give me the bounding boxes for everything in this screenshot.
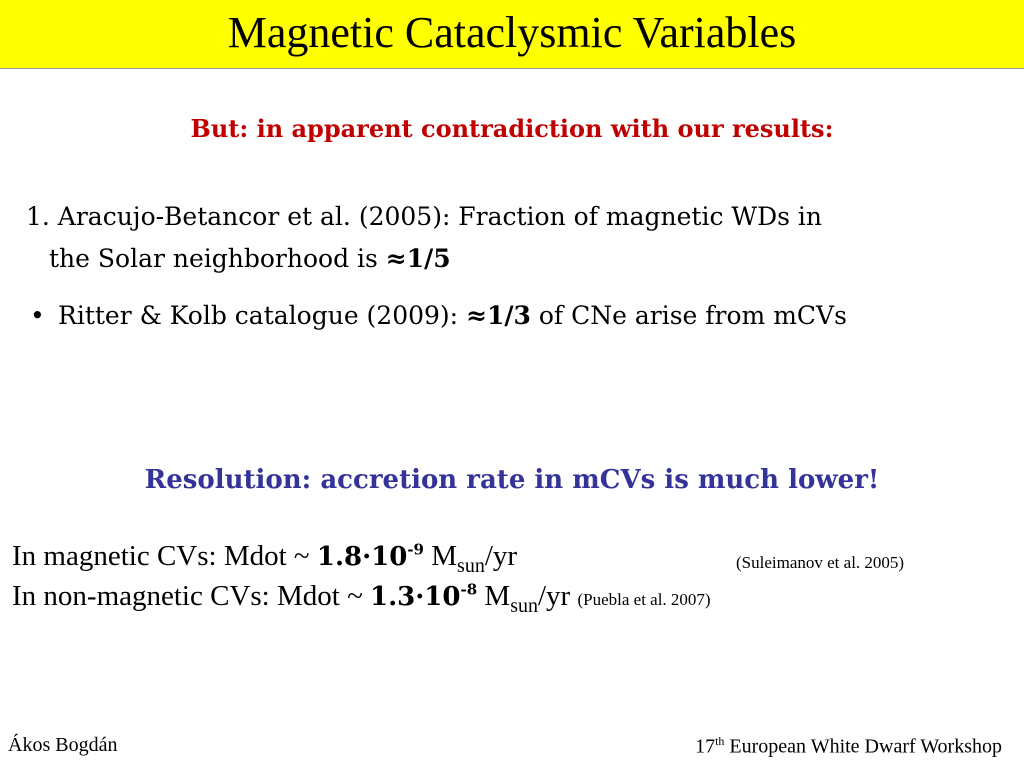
nonmagnetic-rate-line xyxy=(12,580,1012,618)
magnetic-reference: (Suleimanov et al. 2005) xyxy=(736,553,905,572)
item2-prefix: Ritter & Kolb catalogue (2009): xyxy=(58,301,467,330)
item1-prefix: 1. Aracujo-Betancor et al. (2005): Fraction of magnetic WDs in xyxy=(26,202,823,231)
item2-suffix: of CNe arise from mCVs xyxy=(530,301,847,330)
item1-continuation xyxy=(26,238,1006,280)
workshop-name: European White Dwarf Workshop xyxy=(724,735,1002,758)
title-bar xyxy=(0,0,1024,69)
magnetic-unit-m: M xyxy=(424,540,458,572)
contradiction-heading: But: in apparent contradiction with our results: xyxy=(190,114,834,143)
resolution-heading: Resolution: accretion rate in mCVs is much lower! xyxy=(144,465,880,495)
list-item-aracujo xyxy=(26,196,1006,280)
nonmagnetic-unit-sub: sun xyxy=(510,594,538,617)
footer-workshop xyxy=(695,734,1002,759)
nonmagnetic-reference: (Puebla et al. 2007) xyxy=(577,590,711,609)
nonmagnetic-mantissa: 1.3·10 xyxy=(370,582,461,612)
magnetic-unit-sub: sun xyxy=(457,554,485,577)
item2-value: ≈1/3 xyxy=(466,301,531,330)
workshop-ordinal: th xyxy=(715,734,725,748)
nonmagnetic-exponent: -8 xyxy=(460,580,478,599)
nonmagnetic-unit-m: M xyxy=(477,580,511,612)
item1-line2: the Solar neighborhood is xyxy=(49,244,386,273)
item1-value: ≈1/5 xyxy=(385,244,451,273)
page-title: Magnetic Cataclysmic Variables xyxy=(227,8,797,57)
magnetic-exponent: -9 xyxy=(407,540,424,559)
list-item-ritter-kolb xyxy=(30,296,1010,336)
footer-author: Ákos Bogdán xyxy=(8,734,118,756)
workshop-number: 17 xyxy=(695,735,716,758)
magnetic-unit-rest: /yr xyxy=(484,540,518,572)
magnetic-label: In magnetic CVs: Mdot ~ xyxy=(12,540,317,572)
magnetic-mantissa: 1.8·10 xyxy=(316,542,408,572)
nonmagnetic-unit-rest: /yr xyxy=(538,580,571,612)
nonmagnetic-label: In non-magnetic CVs: Mdot ~ xyxy=(12,580,371,612)
bullet-icon: • xyxy=(30,301,45,330)
magnetic-rate-line xyxy=(12,540,1012,578)
